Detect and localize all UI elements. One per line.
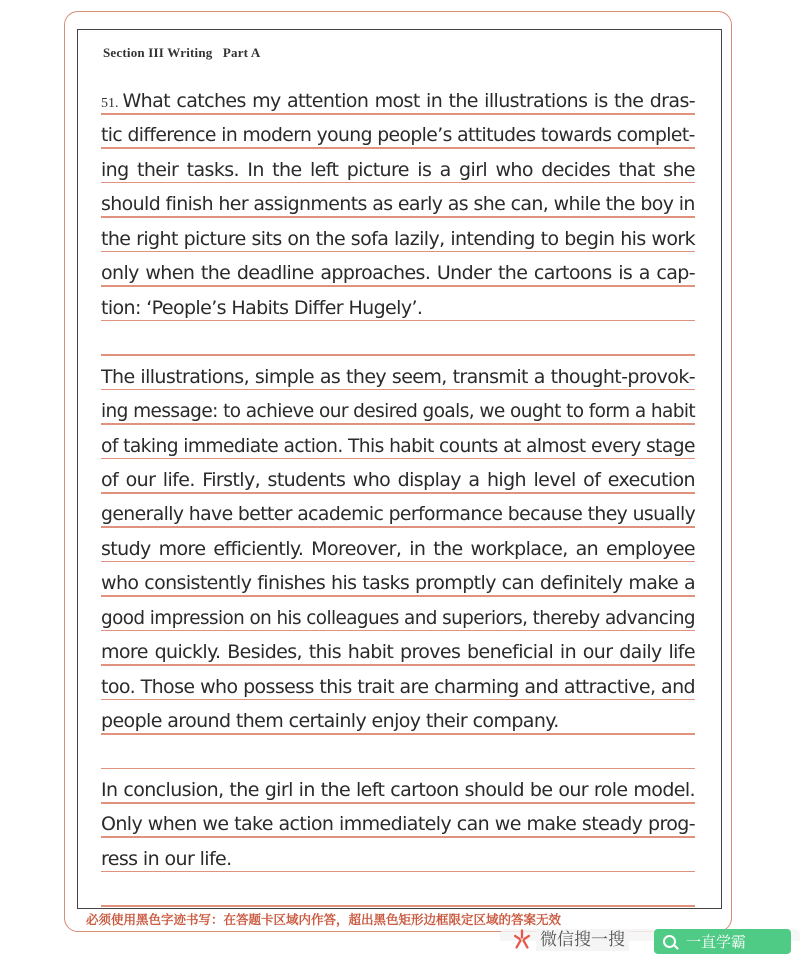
essay-line-text: good impression on his colleagues and superiors, thereby advancing (101, 606, 695, 629)
essay-line (101, 328, 695, 356)
essay-line-text: The illustrations, simple as they seem, transmit a thought-provok- (101, 365, 695, 388)
essay-line-text: study more efficiently. Moreover, in the workplace, an employee (101, 537, 695, 560)
essay-line (101, 604, 695, 632)
wechat-search-button-label: 一直学霸 (686, 933, 747, 951)
essay-line (101, 397, 696, 425)
essay-line (101, 500, 696, 528)
question-number: 51. (101, 96, 119, 111)
essay-line (101, 225, 695, 253)
essay-line-text: ress in our life. (101, 847, 232, 870)
wechat-search-logo-icon (512, 929, 532, 949)
essay-line-text: What catches my attention most in the illustrations is the dras- (122, 90, 695, 112)
essay-line (101, 87, 695, 115)
essay-line (101, 879, 695, 907)
footer-instruction: 必须使用黑色字迹书写：在答题卡区域内作答，超出黑色矩形边框限定区域的答案无效 (86, 913, 562, 927)
search-icon (663, 935, 676, 948)
essay-line-text: more quickly. Besides, this habit proves beneficial in our daily life (101, 641, 695, 664)
essay-line (101, 638, 695, 666)
essay-line-text: of our life. Firstly, students who display a high level of execution (101, 468, 695, 491)
essay-line (101, 569, 695, 597)
essay-line (101, 294, 695, 322)
essay-line-text: tion: ‘People’s Habits Differ Hugely’. (101, 296, 423, 319)
essay-line-text: the right picture sits on the sofa lazily, intending to begin his work (101, 227, 695, 250)
essay-line-text: generally have better academic performance because they usually (101, 503, 696, 526)
essay-line (101, 845, 695, 873)
essay-line (101, 121, 695, 149)
essay-line-text: ing message: to achieve our desired goals, we ought to form a habit (101, 400, 696, 423)
essay-line (101, 363, 695, 391)
essay-line-text: Only when we take action immediately can we make steady prog- (101, 813, 695, 836)
wechat-search-label: 微信搜一搜 (536, 929, 629, 951)
essay-line (101, 432, 695, 460)
wechat-search-button[interactable] (654, 929, 791, 954)
essay-line (101, 742, 695, 770)
essay-line-text: ing their tasks. In the left picture is a girl who decides that she (101, 158, 695, 181)
essay-line-text: people around them certainly enjoy their company. (101, 710, 559, 733)
essay-line-text: In conclusion, the girl in the left cartoon should be our role model. (101, 779, 695, 801)
essay-line (101, 673, 695, 701)
essay-line (101, 535, 695, 563)
essay-line (101, 707, 695, 735)
essay-line-text: only when the deadline approaches. Under the cartoons is a cap- (101, 262, 695, 285)
essay-line (101, 259, 695, 287)
essay-line (101, 810, 695, 838)
essay-line-text: who consistently finishes his tasks promptly can definitely make a (101, 572, 695, 595)
essay-line-text: too. Those who possess this trait are charming and attractive, and (101, 675, 695, 698)
essay-line (101, 156, 695, 184)
section-title: Section III Writing Part A (103, 45, 261, 60)
essay-line-text: should finish her assignments as early as she can, while the boy in (101, 193, 695, 216)
essay-line (101, 776, 695, 804)
essay-line (101, 190, 693, 218)
essay-line-text: tic difference in modern young people’s attitudes towards complet- (101, 124, 695, 147)
essay-line (101, 466, 695, 494)
essay-line-text: of taking immediate action. This habit counts at almost every stage (101, 434, 695, 457)
